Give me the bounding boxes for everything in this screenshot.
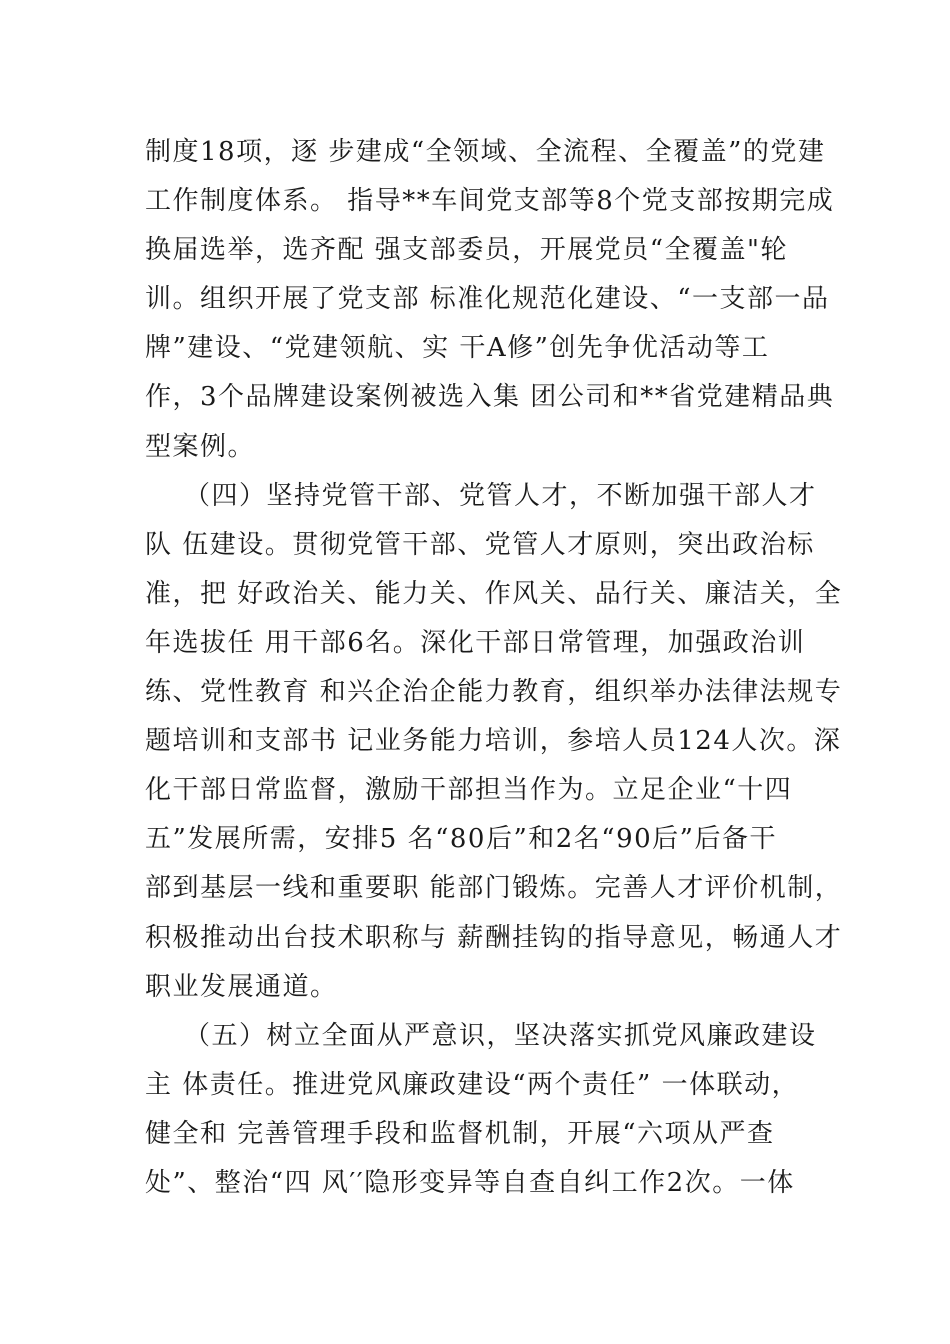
section-heading-line: （五）树立全面从严意识，坚决落实抓党风廉政建设: [145, 1020, 817, 1051]
text-line: 练、党性教育 和兴企治企能力教育，组织举办法律法规专: [145, 677, 843, 708]
text-line: 职业发展通道。: [145, 971, 338, 1002]
text-line: 工作制度体系。 指导**车间党支部等8个党支部按期完成: [145, 186, 835, 217]
text-line: 化干部日常监督，激励干部担当作为。立足企业“十四: [145, 775, 793, 806]
text-line: 主 体责任。推进党风廉政建设“两个责任” 一体联动，: [145, 1069, 800, 1100]
text-line: 作，3个品牌建设案例被选入集 团公司和**省党建精品典: [145, 382, 835, 413]
text-line: 积极推动出台技术职称与 薪酬挂钩的指导意见，畅通人才: [145, 922, 843, 953]
text-line: 题培训和支部书 记业务能力培训，参培人员124人次。深: [145, 726, 842, 757]
text-line: 型案例。: [145, 431, 256, 462]
text-line: 处”、整治“四 风′′隐形变异等自查自纠工作2次。一体: [145, 1167, 795, 1198]
text-line: 年选拔任 用干部6名。深化干部日常管理，加强政治训: [145, 627, 806, 658]
text-line: 五”发展所需，安排5 名“80后”和2名“90后”后备干: [145, 824, 777, 855]
text-line: 准，把 好政治关、能力关、作风关、品行关、廉洁关，全: [145, 578, 843, 609]
text-line: 部到基层一线和重要职 能部门锻炼。完善人才评价机制，: [145, 873, 843, 904]
section-heading-line: （四）坚持党管干部、党管人才，不断加强干部人才: [145, 480, 817, 511]
body-text: [145, 128, 843, 1208]
text-line: 换届选举，选齐配 强支部委员，开展党员“全覆盖"轮: [145, 235, 789, 266]
text-line: 队 伍建设。贯彻党管干部、党管人才原则，突出政治标: [145, 529, 815, 560]
text-line: 牌”建设、“党建领航、实 干A修”创先争优活动等工: [145, 333, 770, 364]
text-line: 训。组织开展了党支部 标准化规范化建设、“一支部一品: [145, 284, 830, 315]
text-line: 健全和 完善管理手段和监督机制，开展“六项从严查: [145, 1118, 775, 1149]
text-line: 制度18项，逐 步建成“全领域、全流程、全覆盖”的党建: [145, 137, 826, 167]
